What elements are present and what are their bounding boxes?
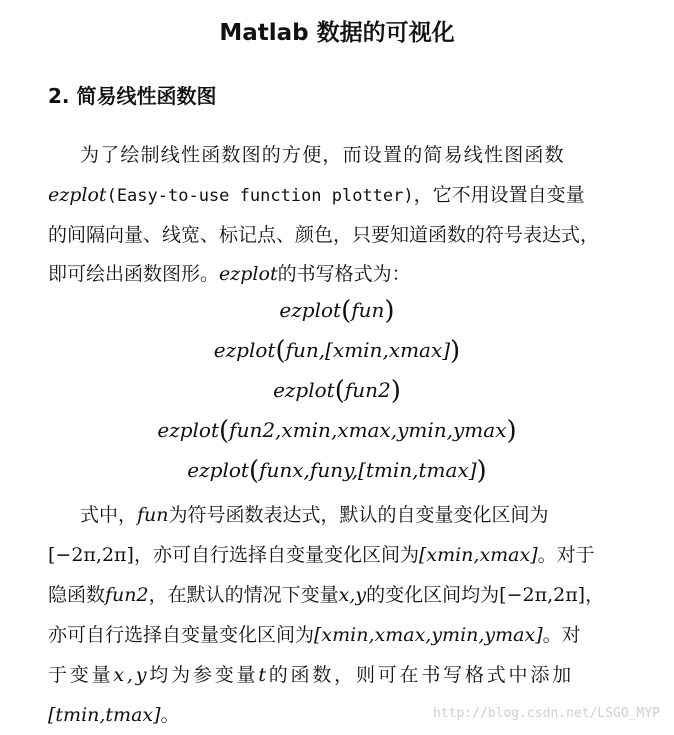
formula-5-args: funx,funy,[tmin,tmax] <box>259 458 477 482</box>
formula-2-name: ezplot <box>213 338 276 362</box>
para1-line3: 的间隔向量、线宽、标记点、颜色，只要知道函数的符号表达式， <box>48 224 600 246</box>
formula-3-args: fun2 <box>344 378 391 402</box>
para2-line5 <box>48 660 574 687</box>
formula-4: ezplot(fun2,xmin,xmax,ymin,ymax) <box>157 416 517 446</box>
para1-line4-b: 的书写格式为： <box>277 263 411 285</box>
para2-l2-b: ，亦可自行选择自变量变化区间为 <box>133 544 419 566</box>
watermark: http://blog.csdn.net/LSGO_MYP <box>433 706 660 721</box>
para2-line6 <box>48 700 180 727</box>
para2-line1 <box>80 500 549 527</box>
para2-l5-b: 均为参变量 <box>149 664 259 686</box>
para2-l6-b: 。 <box>160 704 180 726</box>
interval-2pi-2: [−2π,2π] <box>499 584 586 606</box>
page-title: Matlab 数据的可视化 <box>219 20 455 46</box>
section-heading: 2. 简易线性函数图 <box>48 84 217 108</box>
fun2-term: fun2 <box>105 584 149 606</box>
interval-tmin-tmax: [tmin,tmax] <box>48 704 161 726</box>
formula-4-args: fun2,xmin,xmax,ymin,ymax <box>229 418 507 442</box>
xy-term: x,y <box>338 584 367 606</box>
para2-l5-a: 于变量 <box>48 664 114 686</box>
interval-xy-range: [xmin,xmax,ymin,ymax] <box>314 624 543 646</box>
para2-l1-b: 为符号函数表达式，默认的自变量变化区间为 <box>168 504 549 526</box>
formula-5: ezplot(funx,funy,[tmin,tmax]) <box>187 456 487 486</box>
para2-l2-c: 。对于 <box>537 544 595 566</box>
formula-1: ezplot(fun) <box>279 296 395 326</box>
formula-1-args: fun <box>351 298 385 322</box>
para2-line3 <box>48 580 604 607</box>
para2-l3-c: 的变化区间均为 <box>366 584 500 606</box>
fun-term: fun <box>137 504 169 526</box>
formula-3: ezplot(fun2) <box>273 376 401 406</box>
t-term: t <box>258 664 269 686</box>
para2-l1-a: 式中， <box>80 504 138 526</box>
para1-line2 <box>48 180 585 207</box>
para1-line1: 为了绘制线性函数图的方便，而设置的简易线性图函数 <box>80 144 565 166</box>
interval-2pi: [−2π,2π] <box>48 544 134 566</box>
para2-l4-a: 亦可自行选择自变量变化区间为 <box>48 624 315 646</box>
xy-term-2: x,y <box>113 664 150 686</box>
para1-line4-a: 即可绘出函数图形。 <box>48 263 220 285</box>
formula-3-name: ezplot <box>273 378 335 402</box>
para2-l3-a: 隐函数 <box>48 584 106 606</box>
formula-2-args: fun,[xmin,xmax] <box>285 338 451 362</box>
para2-l3-b: ，在默认的情况下变量 <box>148 584 339 606</box>
para2-line2 <box>48 540 595 567</box>
para2-l4-b: 。对 <box>542 624 581 646</box>
ezplot-term-2: ezplot <box>219 263 278 285</box>
para1-line4 <box>48 259 411 286</box>
ezplot-desc: (Easy-to-use function plotter) <box>106 186 414 206</box>
formula-4-name: ezplot <box>157 418 220 442</box>
formula-1-name: ezplot <box>279 298 342 322</box>
para2-l5-c: 的函数，则可在书写格式中添加 <box>268 664 574 686</box>
interval-xmin-xmax: [xmin,xmax] <box>418 544 538 566</box>
para2-line4 <box>48 620 581 647</box>
formula-5-name: ezplot <box>187 458 249 482</box>
formula-2: ezplot(fun,[xmin,xmax]) <box>213 336 461 366</box>
ezplot-term: ezplot <box>48 184 107 206</box>
para2-l3-d: ， <box>585 584 605 606</box>
para1-line2-tail: ，它不用设置自变量 <box>413 184 585 206</box>
